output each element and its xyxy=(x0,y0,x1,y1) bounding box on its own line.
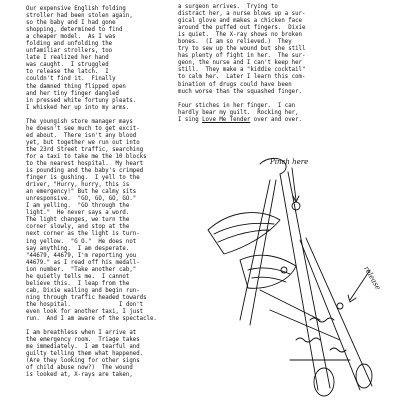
text-line: hardly bear my guilt. Rocking her, xyxy=(178,109,299,116)
text-line: I am breathless when I arrive at xyxy=(26,330,137,337)
text-line: geon, the nurse and I can't keep her xyxy=(178,60,302,67)
text-line: ed about. There isn't any blood xyxy=(26,132,137,139)
stroller-illustration xyxy=(200,120,400,400)
text-line: shopping, determined to find xyxy=(26,27,123,34)
text-line: to the nearest hospital. My heart xyxy=(26,160,144,167)
text-line: finger is gushing. I yell to the xyxy=(26,175,140,182)
text-line: unfamiliar strollers, too xyxy=(26,48,113,55)
text-line: a cheaper model. As I was xyxy=(26,34,116,41)
text-fragment: I sing xyxy=(178,116,203,123)
text-line: 44679." as I read off his medall- xyxy=(26,259,140,266)
frame-tube xyxy=(250,180,276,325)
text-line: ing yellow. "G O." He does not xyxy=(26,238,137,245)
text-line: Four stiches in her finger. I can xyxy=(178,102,296,109)
text-line: an emergency!" But he calmy sits xyxy=(26,189,137,196)
text-line: a surgeon arrives. Trying to xyxy=(178,4,278,10)
text-line: is looked at, X-rays are taken, xyxy=(26,372,133,379)
text-line: I whisked her up into my arms. xyxy=(26,104,130,111)
text-line: couldn't find it. Finally xyxy=(26,76,116,83)
text-line: the 23rd Street traffic, searching xyxy=(26,146,144,153)
text-line: next corner as the light is turn- xyxy=(26,231,140,238)
text-line: stroller had been stolen again, xyxy=(26,13,133,20)
text-line: gical glove and makes a chicken face xyxy=(178,18,302,25)
text-fragment: over and over. xyxy=(250,116,302,123)
pinch-label: Pinch here xyxy=(270,158,309,166)
text-line: The light changes, we turn the xyxy=(26,217,130,224)
text-line: me immediately. I am tearful and xyxy=(26,344,140,351)
text-line: he quietly tells me. I cannot xyxy=(26,273,130,280)
text-line: corner slowly, and stop at the xyxy=(26,224,130,231)
paragraph xyxy=(178,4,305,96)
text-line: ning through traffic headed towards xyxy=(26,294,147,301)
text-line: is pounding and the baby's crimped xyxy=(26,168,144,175)
text-line: driver, "Hurry, hurry, this is xyxy=(26,182,130,189)
text-line: "44679, 44679, I'm reporting you xyxy=(26,252,137,259)
text-line: I am yelling. "GO through the xyxy=(26,203,130,210)
text-line: folding and unfolding the xyxy=(26,41,113,48)
text-line: so the baby and I had gone xyxy=(26,20,116,27)
paragraph xyxy=(26,119,157,323)
text-line: in pressed white fortuny pleats. xyxy=(26,97,137,104)
text-line: the emergency room. Triage takes xyxy=(26,337,140,344)
paragraph xyxy=(26,6,157,112)
text-line: bination of drugs could have been xyxy=(178,81,292,88)
text-line: try to sew up the wound but she still xyxy=(178,46,306,53)
text-line: the damned thing flipped open xyxy=(26,83,126,90)
text-line: believe this. I leap from the xyxy=(26,280,130,287)
text-line: bones. (I am so relieved.) They xyxy=(178,39,292,46)
frame-tube xyxy=(288,172,330,388)
text-line: run. And I am aware of the spectacle. xyxy=(26,316,157,323)
text-line: light." He never says a word. xyxy=(26,210,130,217)
text-line: much worse than the squashed finger. xyxy=(178,88,302,95)
song-title: Love Me Tender xyxy=(202,116,251,123)
frame-tube xyxy=(306,238,372,386)
text-line: say anything. I am desperate. xyxy=(26,245,130,252)
text-line: distract her, a nurse blows up a sur- xyxy=(178,11,306,18)
text-line: to release the latch. I xyxy=(26,69,109,76)
text-line: even look for another taxi, I just xyxy=(26,308,144,315)
text-line: Our expensive English folding xyxy=(26,6,126,12)
text-line: the hospital. I don't xyxy=(26,301,144,308)
release-label: release xyxy=(362,265,383,292)
text-line: has plenty of fight in her. The sur- xyxy=(178,53,306,60)
text-line: cab, Dixie wailing and begin run- xyxy=(26,287,140,294)
text-line: to calm her. Later I learn this com- xyxy=(178,74,306,81)
folded-seat xyxy=(240,255,296,288)
text-line: ion number. "Take another cab," xyxy=(26,266,137,273)
text-line: The youngish store manager mays xyxy=(26,118,133,125)
paragraph xyxy=(26,330,157,379)
text-line: he doesn't see much to get excit- xyxy=(26,125,140,132)
text-line: is quiet. The X-ray shows no broken xyxy=(178,32,302,39)
text-line: yet, but together we run out into xyxy=(26,139,140,146)
text-line: still. They make a "kiddie cocktail" xyxy=(178,67,306,74)
text-line: and her tiny finger dangled xyxy=(26,90,119,97)
text-line: (Are they looking for other signs xyxy=(26,358,140,365)
text-line: around the puffed out fingers. Dixie xyxy=(178,25,306,32)
text-line: for a taxi to take me the 10 blocks xyxy=(26,153,147,160)
text-line: was caught. I struggled xyxy=(26,62,109,69)
text-line: unresponsive. "GO, GO, GO, GO." xyxy=(26,196,137,203)
text-line: late I realized her hand xyxy=(26,55,109,62)
left-text-column xyxy=(26,6,157,386)
text-line: guilty telling them what happened. xyxy=(26,351,144,358)
right-text-column xyxy=(178,4,305,131)
hinge xyxy=(292,202,300,210)
text-line: of child abuse now?) The wound xyxy=(26,365,133,372)
